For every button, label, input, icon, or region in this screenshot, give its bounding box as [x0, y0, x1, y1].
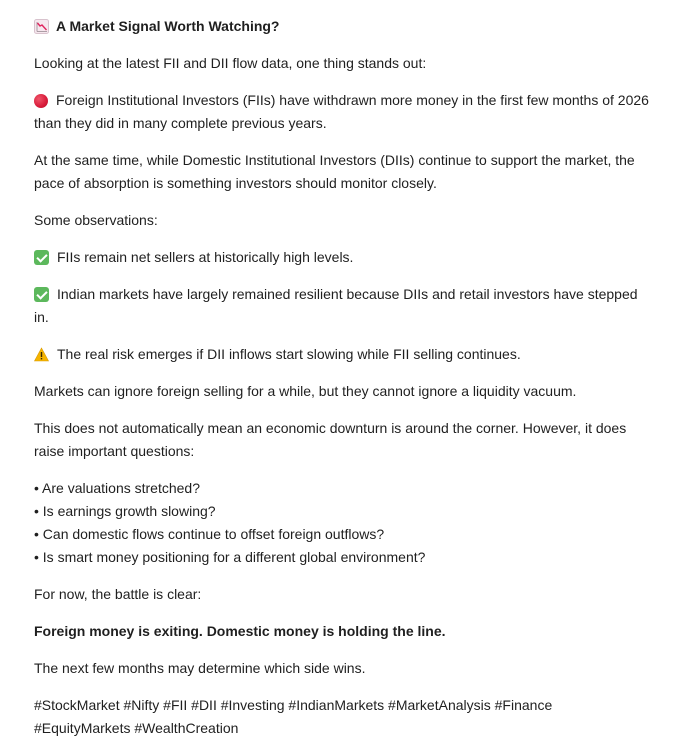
fii-paragraph — [34, 89, 651, 135]
check-mark-icon — [34, 287, 49, 302]
fii-text: Foreign Institutional Investors (FIIs) have withdrawn more money in the first few months of 2026 than they did in many complete previous years. — [34, 92, 649, 131]
post-title: A Market Signal Worth Watching? — [56, 18, 280, 34]
questions-list — [34, 477, 651, 569]
risk-paragraph — [34, 343, 651, 366]
liquidity-text: Markets can ignore foreign selling for a while, but they cannot ignore a liquidity vacuum. — [34, 383, 577, 399]
warning-icon — [34, 346, 49, 361]
chart-decreasing-icon — [34, 19, 49, 34]
intro-text: Looking at the latest FII and DII flow data, one thing stands out: — [34, 55, 427, 71]
list-item: • Are valuations stretched? — [34, 480, 200, 496]
risk-text: The real risk emerges if DII inflows start slowing while FII selling continues. — [57, 346, 521, 362]
hashtags[interactable]: #StockMarket #Nifty #FII #DII #Investing #IndianMarkets #MarketAnalysis #Finance #EquityMarkets #WealthCreation — [34, 697, 553, 736]
battle-text: For now, the battle is clear: — [34, 586, 202, 602]
observation-text-2: Indian markets have largely remained resilient because DIIs and retail investors have stepped in. — [34, 286, 638, 325]
next-months-text: The next few months may determine which side wins. — [34, 660, 366, 676]
check-mark-icon — [34, 250, 49, 265]
list-item: • Can domestic flows continue to offset foreign outflows? — [34, 526, 385, 542]
post-title-line — [34, 14, 651, 38]
downturn-text: This does not automatically mean an economic downturn is around the corner. However, it does raise important questions: — [34, 420, 627, 459]
list-item: • Is earnings growth slowing? — [34, 503, 216, 519]
list-item: • Is smart money positioning for a different global environment? — [34, 549, 426, 565]
observation-text-1: FIIs remain net sellers at historically high levels. — [57, 249, 354, 265]
observation-item-2 — [34, 283, 651, 329]
observation-item-1 — [34, 246, 651, 269]
red-circle-icon — [34, 94, 48, 108]
dii-text: At the same time, while Domestic Institutional Investors (DIIs) continue to support the market, the pace of absorption is something investors should monitor closely. — [34, 152, 635, 191]
observations-heading: Some observations: — [34, 212, 158, 228]
conclusion-text: Foreign money is exiting. Domestic money is holding the line. — [34, 623, 446, 639]
